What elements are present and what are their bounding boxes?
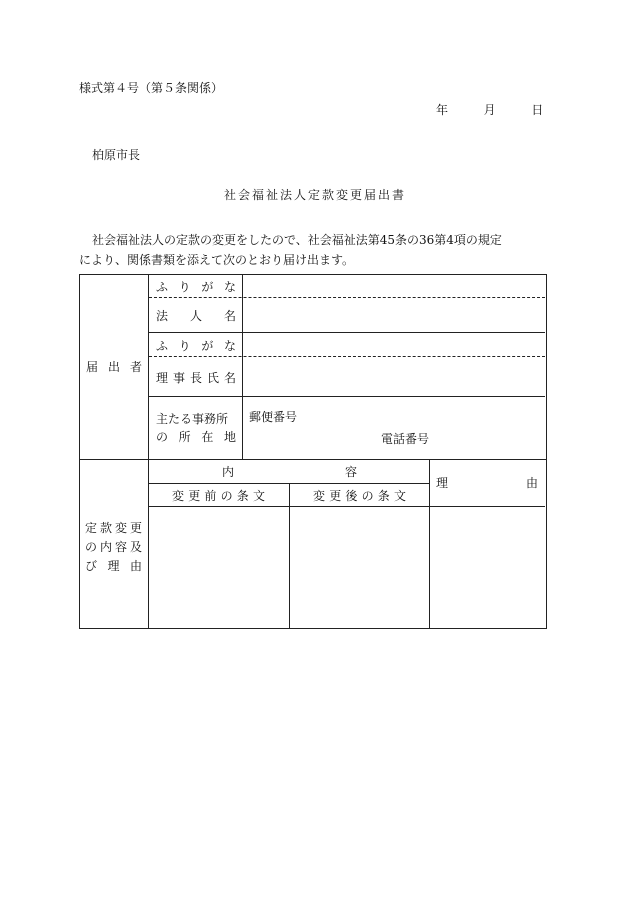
furigana-label-2: ふ り が な xyxy=(156,338,236,353)
after-text-header: 変 更 後 の 条 文 xyxy=(313,488,406,503)
corporation-name-input[interactable] xyxy=(243,298,545,332)
postal-code-label: 郵便番号 xyxy=(249,410,298,424)
before-text-input[interactable] xyxy=(149,507,289,628)
corporation-name-label: 法 人 名 xyxy=(156,309,236,323)
document-title: 社会福祉法人定款変更届出書 xyxy=(223,188,406,202)
date-day-label: 日 xyxy=(531,103,544,117)
reason-input[interactable] xyxy=(430,507,545,628)
chair-name-input[interactable] xyxy=(243,357,545,396)
intro-line-1: 社会福祉法人の定款の変更をしたので、社会福祉法第45条の36第4項の規定 xyxy=(92,233,502,247)
chair-name-label: 理 事 長 氏 名 xyxy=(156,370,236,385)
phone-number-label: 電話番号 xyxy=(381,432,430,446)
applicant-section-label: 届 出 者 xyxy=(86,360,142,374)
reason-header: 理 由 xyxy=(436,476,538,490)
form-number-label: 様式第４号（第５条関係） xyxy=(79,81,224,95)
date-year-label: 年 xyxy=(436,103,449,117)
date-month-label: 月 xyxy=(483,103,496,117)
intro-line-2: により、関係書類を添えて次のとおり届け出ます。 xyxy=(79,253,355,267)
furigana-label-1: ふ り が な xyxy=(156,279,236,294)
recipient: 柏原市長 xyxy=(92,148,141,162)
change-section-label: 定 款 変 更 の 内 容 及 び 理 由 xyxy=(85,521,142,573)
furigana-input-1[interactable] xyxy=(243,275,545,297)
date-line xyxy=(436,104,543,116)
content-header: 内 容 xyxy=(222,464,357,479)
after-text-input[interactable] xyxy=(290,507,429,628)
office-address-label: 主たる事務所 の 所 在 地 xyxy=(156,412,236,444)
intro-text xyxy=(79,230,549,270)
furigana-input-2[interactable] xyxy=(243,333,545,356)
before-text-header: 変 更 前 の 条 文 xyxy=(172,488,265,503)
